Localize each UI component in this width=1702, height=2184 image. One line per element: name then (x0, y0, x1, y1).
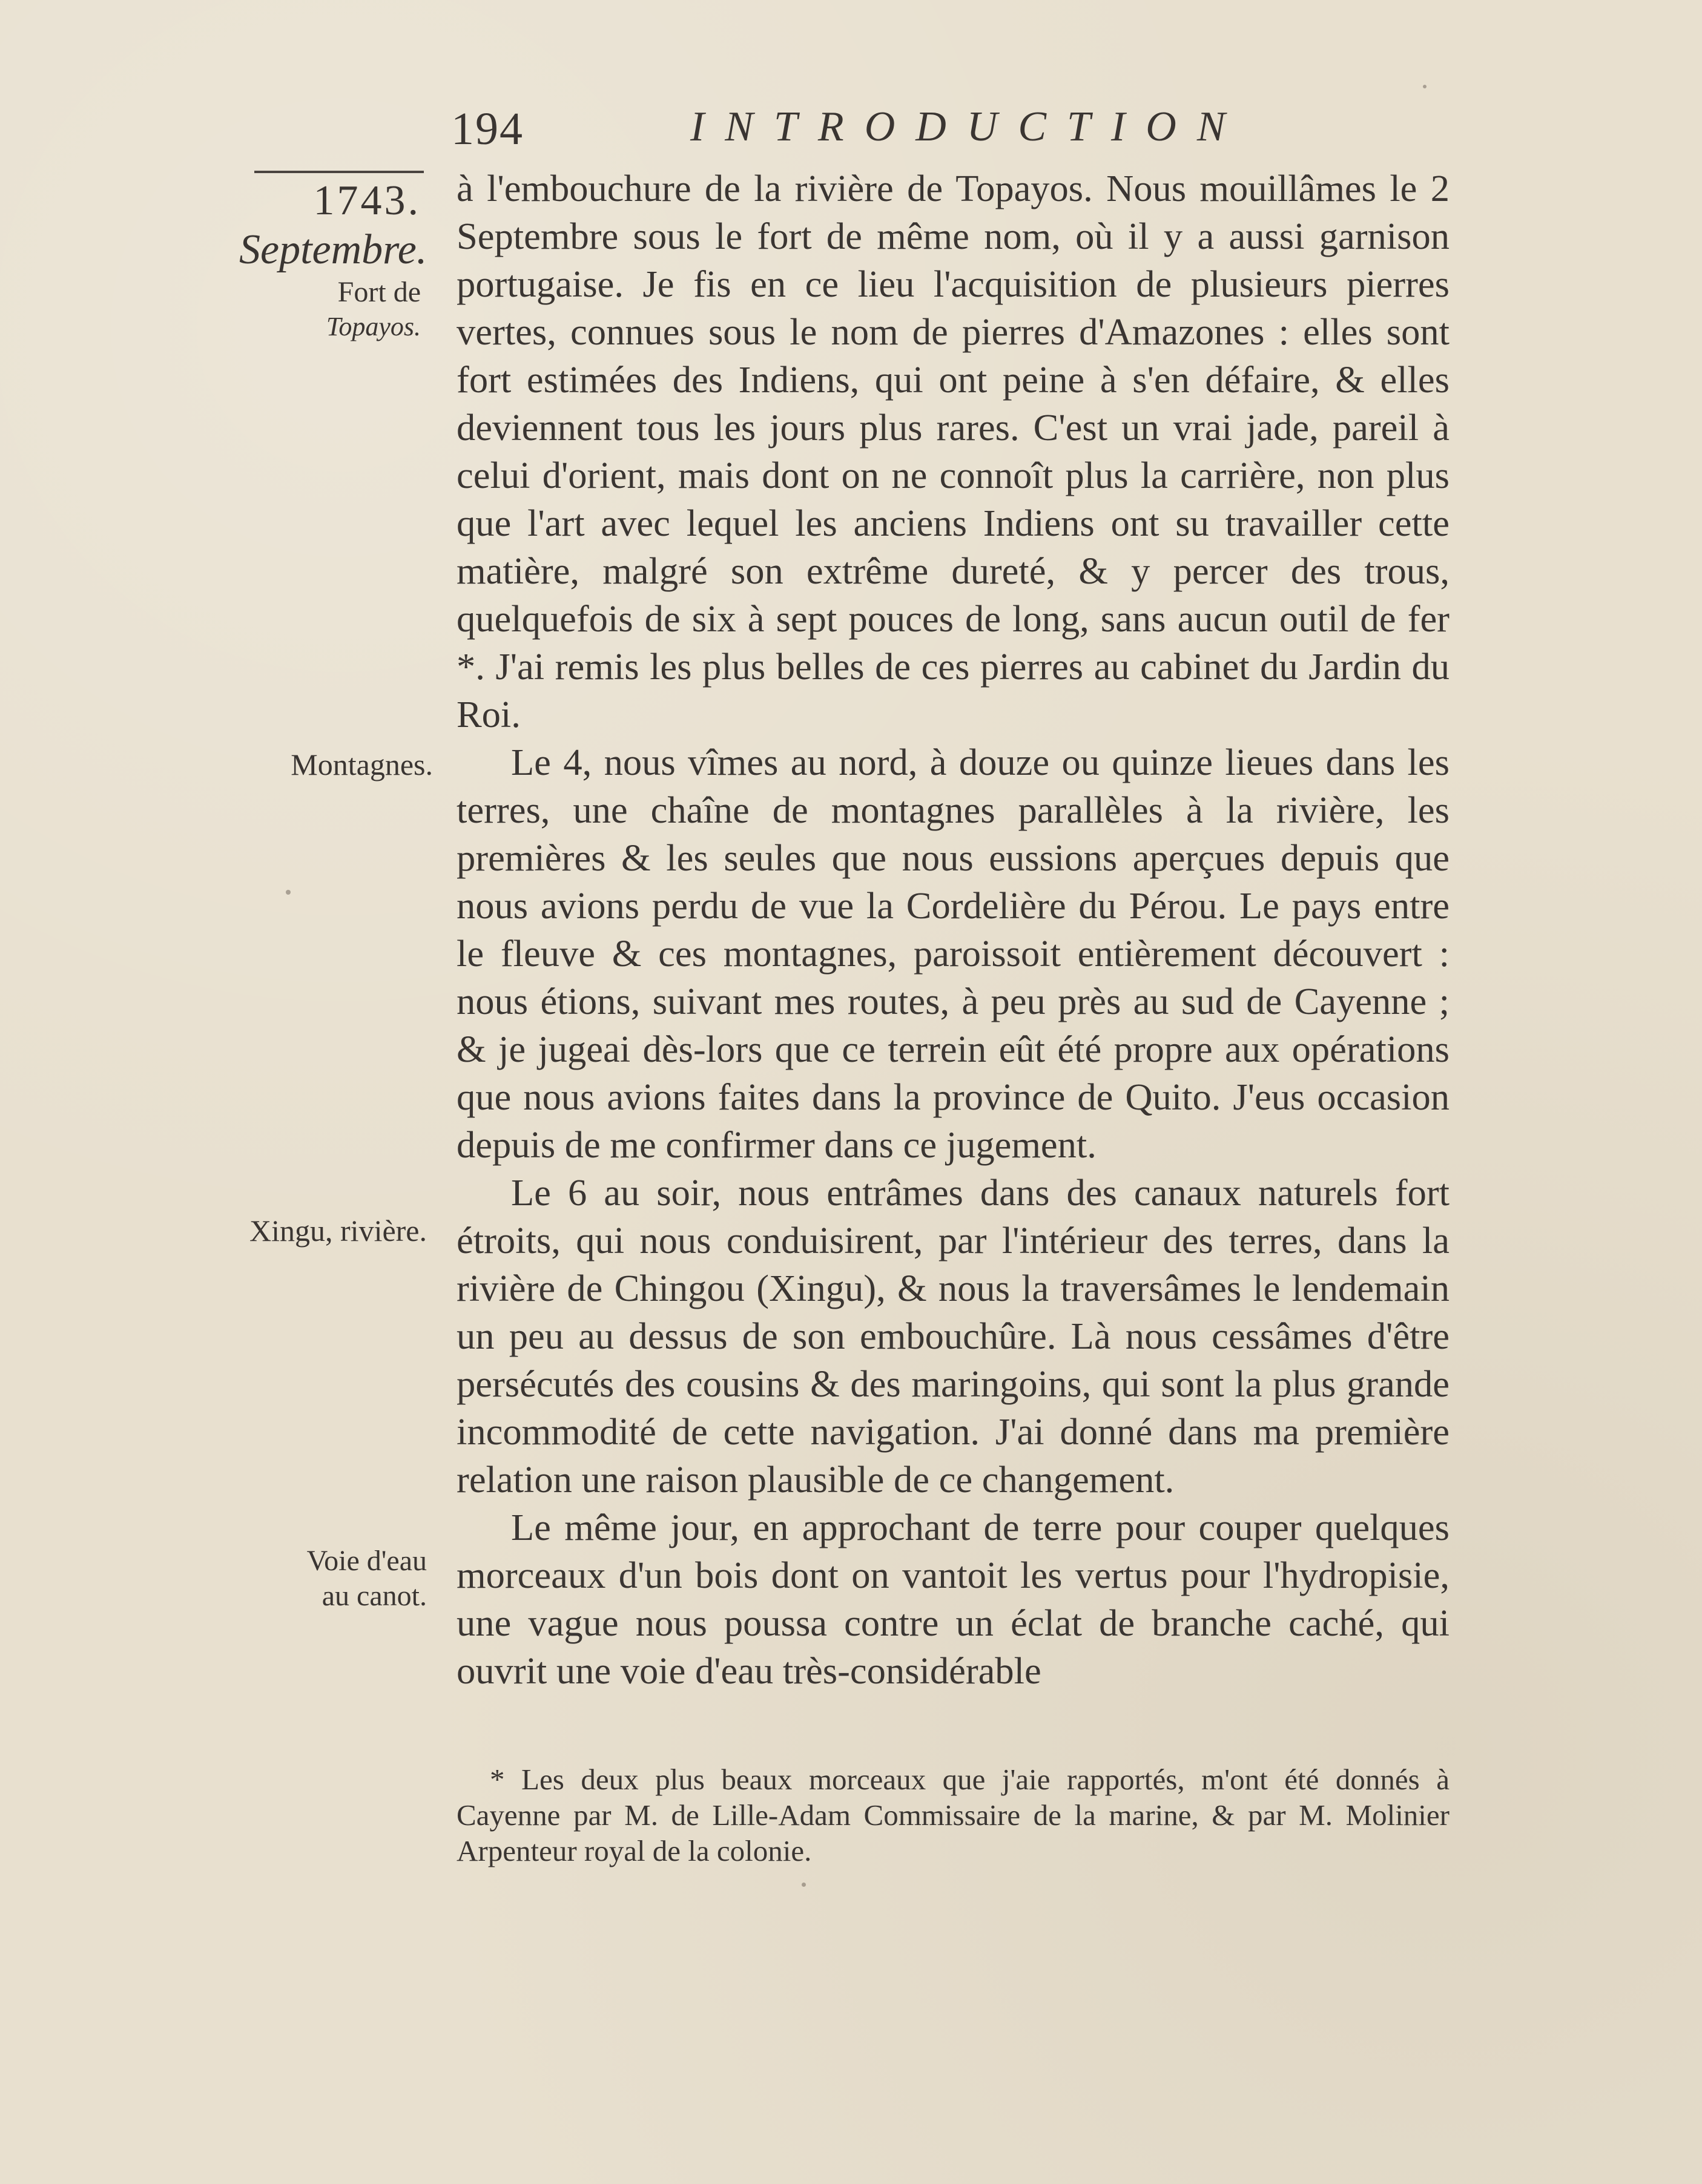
paragraph-4: Le même jour, en approchant de terre pour couper quelques morceaux d'un bois dont on vantoit les vertus pour l'hydropisie, une vague nous poussa contre un éclat de branche caché, qui ouvrit une voie d'eau très-considérable (457, 1506, 1450, 1692)
paragraph-1: à l'embouchure de la rivière de Topayos. Nous mouillâmes le 2 Septembre sous le fort de même nom, où il y a aussi garnison portugaise. Je fis en ce lieu l'acquisition de plusieurs pierres vertes, connues sous le nom de pierres d'Amazones : elles sont fort estimées des Indiens, qui ont peine à s'en défaire, & elles deviennent tous les jours plus rares. C'est un vrai jade, pareil à celui d'orient, mais dont on ne connoît plus la carrière, non plus que l'art avec lequel les anciens Indiens ont su travailler cette matière, malgré son extrême dureté, & y percer des trous, quelquefois de six à sept pouces de long, sans aucun outil de fer *. J'ai remis les plus belles de ces pierres au cabinet du Jardin du Roi. (457, 167, 1450, 735)
marginal-voie-line-1: Voie d'eau (306, 1545, 427, 1577)
page-number: 194 (451, 104, 524, 154)
paper-speck (1423, 85, 1427, 88)
margin-rule (254, 171, 424, 173)
paper-speck (802, 1883, 806, 1887)
marginal-voie-line-2: au canot. (322, 1580, 427, 1612)
marginal-montagnes: Montagnes. (291, 748, 433, 781)
paper-speck (286, 890, 291, 895)
marginal-voie-note (245, 1544, 427, 1614)
marginal-month: Septembre. (239, 226, 427, 273)
marginal-fort-label: Fort de (337, 276, 421, 308)
running-head (436, 103, 1246, 157)
marginal-date-note (239, 177, 427, 344)
running-title: INTRODUCTION (690, 104, 1246, 150)
main-text-block (457, 165, 1450, 1695)
marginal-fort-name: Topayos. (326, 312, 421, 341)
marginal-xingu: Xingu, rivière. (249, 1214, 427, 1248)
marginal-xingu-note (245, 1212, 427, 1249)
paragraph-2: Le 4, nous vîmes au nord, à douze ou quinze lieues dans les terres, une chaîne de montagnes parallèles à la rivière, les premières & les seules que nous eussions aperçues depuis que nous avions perdu de vue la Cordelière du Pérou. Le pays entre le fleuve & ces montagnes, paroissoit entièrement découvert : nous étions, suivant mes routes, à peu près au sud de Cayenne ; & je jugeai dès-lors que ce terrein eût été propre aux opérations que nous avions faites dans la province de Quito. J'eus occasion depuis de me confirmer dans ce jugement. (457, 741, 1450, 1166)
marginal-year: 1743. (313, 177, 421, 224)
paragraph-3: Le 6 au soir, nous entrâmes dans des canaux naturels fort étroits, qui nous conduisirent, par l'intérieur des terres, dans la rivière de Chingou (Xingu), & nous la traversâmes le lendemain un peu au dessus de son embouchûre. Là nous cessâmes d'être persécutés des cousins & des maringoins, qui sont la plus grande incommodité de cette navigation. J'ai donné dans ma première relation une raison plausible de ce changement. (457, 1171, 1450, 1501)
marginal-montagnes-note (251, 746, 433, 783)
footnote: * Les deux plus beaux morceaux que j'aie rapportés, m'ont été donnés à Cayenne par M. de Lille-Adam Commissaire de la marine, & par M. Molinier Arpenteur royal de la colonie. (457, 1763, 1450, 1867)
